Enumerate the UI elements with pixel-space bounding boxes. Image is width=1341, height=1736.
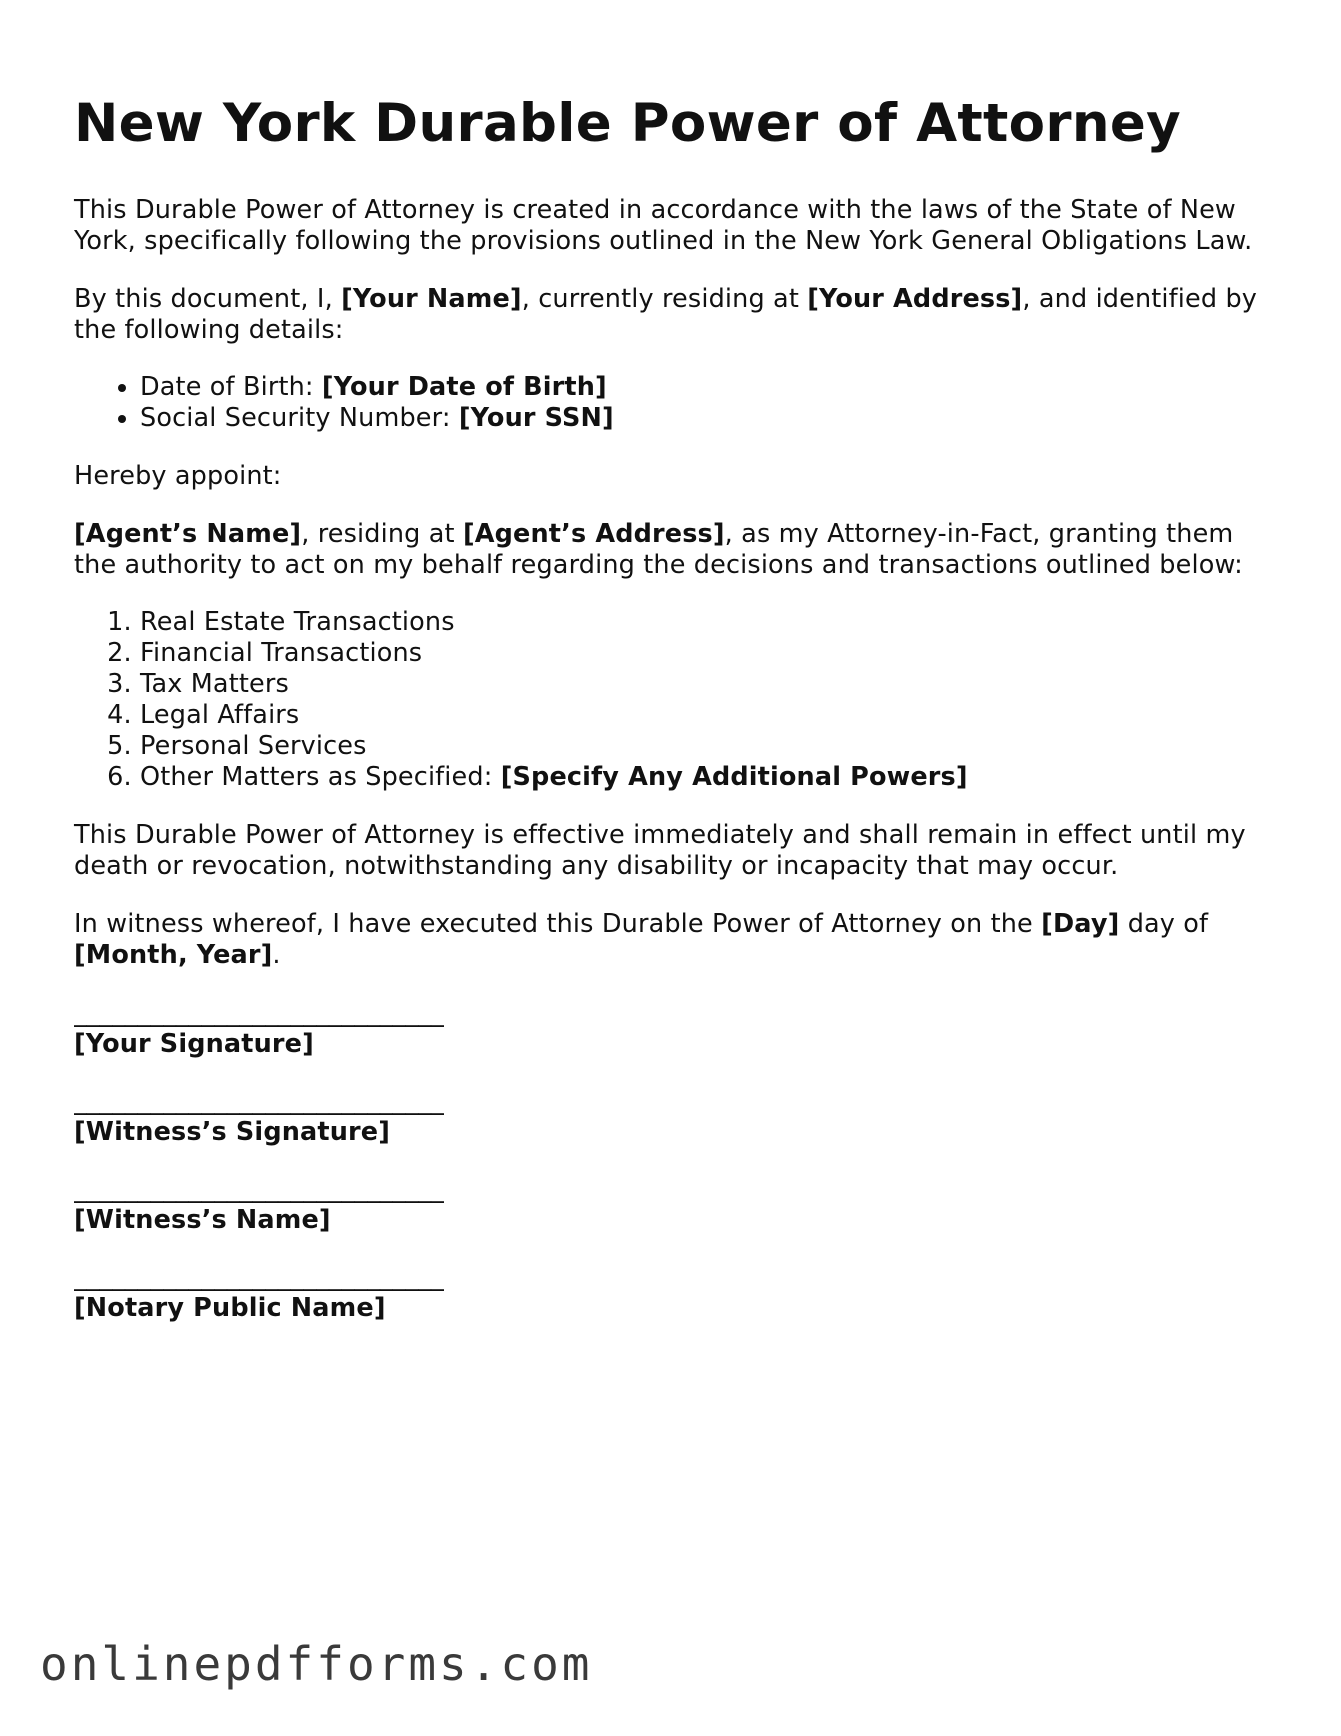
document-title: New York Durable Power of Attorney	[74, 93, 1181, 154]
list-item: 1. Real Estate Transactions	[140, 607, 1274, 638]
month-year-field: [Month, Year]	[74, 940, 273, 970]
agent-paragraph	[74, 519, 1274, 581]
signature-item	[74, 1174, 1274, 1235]
detail-label: Social Security Number:	[140, 403, 459, 433]
hereby-appoint: Hereby appoint:	[74, 461, 282, 491]
agent-name-field: [Agent’s Name]	[74, 519, 302, 549]
other-powers-label: Other Matters as Specified:	[140, 762, 501, 792]
principal-suffix: , and identified by the following details:	[74, 284, 1258, 345]
signature-line: _____________________________	[74, 1086, 444, 1116]
signature-line: _____________________________	[74, 998, 444, 1028]
signature-line: _____________________________	[74, 1174, 444, 1204]
principal-address-field: [Your Address]	[807, 284, 1023, 314]
witness-paragraph	[74, 909, 1274, 971]
list-item	[140, 762, 1274, 793]
signature-item	[74, 998, 1274, 1059]
agent-middle: , residing at	[301, 519, 463, 549]
principal-paragraph	[74, 284, 1274, 346]
list-item: 5. Personal Services	[140, 731, 1274, 762]
principal-prefix: By this document, I,	[74, 284, 342, 314]
list-item: 2. Financial Transactions	[140, 638, 1274, 669]
intro-paragraph: This Durable Power of Attorney is created in accordance with the laws of the State of New York, specifically following the provisions outlined in the New York General Obligations Law.	[74, 195, 1253, 256]
agent-suffix: , as my Attorney-in-Fact, granting them the authority to act on my behalf regarding the decisions and transactions outlined below:	[74, 519, 1243, 580]
day-field: [Day]	[1041, 909, 1120, 939]
signature-block	[74, 998, 1274, 1323]
watermark-text: onlinepdfforms.com	[40, 1637, 593, 1691]
date-of-birth-field: [Your Date of Birth]	[321, 372, 607, 402]
your-signature-label: [Your Signature]	[74, 1029, 314, 1059]
list-item: 3. Tax Matters	[140, 669, 1274, 700]
witness-prefix: In witness whereof, I have executed this Durable Power of Attorney on the	[74, 909, 1042, 939]
principal-name-field: [Your Name]	[341, 284, 522, 314]
detail-label: Date of Birth:	[140, 372, 322, 402]
ssn-field: [Your SSN]	[458, 403, 614, 433]
notary-name-label: [Notary Public Name]	[74, 1293, 386, 1323]
document-page	[74, 0, 1274, 1350]
list-item: 4. Legal Affairs	[140, 700, 1274, 731]
effective-paragraph: This Durable Power of Attorney is effective immediately and shall remain in effect until my death or revocation, notwithstanding any disability or incapacity that may occur.	[74, 820, 1246, 881]
agent-address-field: [Agent’s Address]	[462, 519, 725, 549]
list-item	[140, 372, 1274, 403]
witness-suffix: .	[272, 940, 281, 970]
additional-powers-field: [Specify Any Additional Powers]	[500, 762, 968, 792]
witness-name-label: [Witness’s Name]	[74, 1205, 331, 1235]
signature-line: _____________________________	[74, 1262, 444, 1292]
witness-signature-label: [Witness’s Signature]	[74, 1117, 390, 1147]
principal-middle: , currently residing at	[521, 284, 808, 314]
list-item	[140, 403, 1274, 434]
signature-item	[74, 1086, 1274, 1147]
witness-middle: day of	[1119, 909, 1209, 939]
powers-list	[74, 607, 1274, 793]
signature-item	[74, 1262, 1274, 1323]
principal-details-list	[74, 372, 1274, 434]
